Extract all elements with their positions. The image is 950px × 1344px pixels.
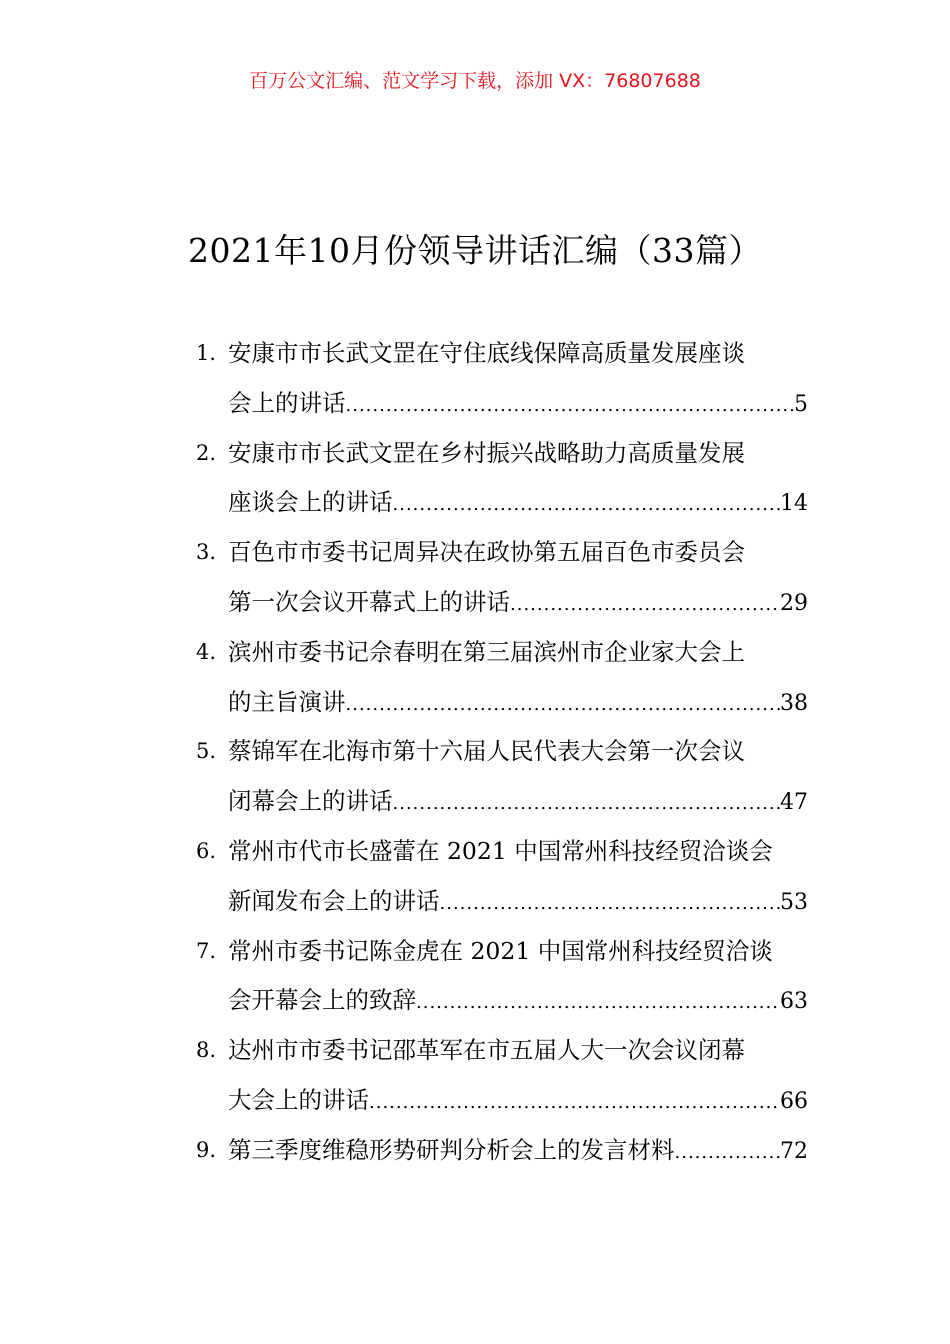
toc-title-line2: 闭幕会上的讲话 — [228, 787, 393, 816]
toc-title-line2: 的主旨演讲 — [228, 687, 346, 716]
toc-page-number: 29 — [780, 590, 808, 616]
toc-leader-dots — [416, 978, 780, 1025]
toc-number: 2. — [196, 440, 217, 465]
document-title: 2021年10月份领导讲话汇编（33篇） — [188, 231, 762, 270]
toc-number: 3. — [196, 540, 217, 565]
toc-item-8[interactable] — [190, 1025, 808, 1125]
toc-title-line1: 蔡锦军在北海市第十六届人民代表大会第一次会议 — [228, 737, 745, 766]
toc-title-line1: 常州市委书记陈金虎在 2021 中国常州科技经贸洽谈 — [228, 936, 773, 965]
toc-number: 9. — [196, 1137, 217, 1162]
toc-page-number: 38 — [780, 690, 808, 716]
toc-item-2[interactable] — [190, 428, 808, 528]
toc-title-line2: 第三季度维稳形势研判分析会上的发言材料 — [228, 1135, 675, 1164]
toc-item-9[interactable] — [190, 1125, 808, 1175]
toc-leader-dots — [393, 779, 781, 826]
toc-leader-dots — [346, 381, 795, 428]
toc-title-line1: 达州市市委书记邵革军在市五届人大一次会议闭幕 — [228, 1036, 745, 1065]
toc-page-number: 5 — [794, 391, 808, 417]
toc-item-6[interactable] — [190, 826, 808, 926]
toc-page-number: 66 — [780, 1088, 808, 1114]
toc-leader-dots — [346, 680, 781, 727]
toc-title-line2: 新闻发布会上的讲话 — [228, 886, 440, 915]
toc-title-line1: 百色市市委书记周异决在政协第五届百色市委员会 — [228, 538, 745, 567]
toc-item-5[interactable] — [190, 726, 808, 826]
toc-title-line2: 会上的讲话 — [228, 388, 346, 417]
toc-page-number: 72 — [780, 1138, 808, 1164]
toc-title-line1: 安康市市长武文罡在乡村振兴战略助力高质量发展 — [228, 438, 745, 467]
toc-number: 5. — [196, 739, 217, 764]
header-note: 百万公文汇编、范文学习下载，添加 VX：76807688 — [249, 70, 701, 92]
toc-title-line2: 大会上的讲话 — [228, 1085, 369, 1114]
toc-leader-dots — [369, 1078, 780, 1125]
toc-page-number: 63 — [780, 989, 808, 1015]
toc-page-number: 53 — [780, 889, 808, 915]
toc-number: 1. — [196, 341, 217, 365]
toc-title-line2: 座谈会上的讲话 — [228, 488, 393, 517]
toc-title-line2: 第一次会议开幕式上的讲话 — [228, 587, 510, 616]
toc-leader-dots — [440, 879, 781, 926]
toc-item-1[interactable] — [190, 328, 808, 428]
toc-leader-dots — [393, 480, 781, 527]
toc-number: 4. — [196, 639, 217, 664]
toc-page-number: 14 — [780, 491, 808, 517]
toc-title-line1: 安康市市长武文罡在守住底线保障高质量发展座谈 — [228, 339, 745, 367]
toc-number: 6. — [196, 838, 217, 863]
toc-number: 8. — [196, 1038, 217, 1063]
table-of-contents — [190, 328, 808, 1175]
toc-page-number: 47 — [780, 790, 808, 816]
toc-title-line1: 滨州市委书记佘春明在第三届滨州市企业家大会上 — [228, 637, 745, 666]
toc-title-line2: 会开幕会上的致辞 — [228, 986, 416, 1015]
toc-leader-dots — [510, 580, 780, 627]
toc-item-3[interactable] — [190, 527, 808, 627]
toc-leader-dots — [675, 1128, 781, 1175]
toc-title-line1: 常州市代市长盛蕾在 2021 中国常州科技经贸洽谈会 — [228, 836, 773, 865]
toc-item-4[interactable] — [190, 627, 808, 727]
toc-item-7[interactable] — [190, 926, 808, 1026]
toc-number: 7. — [196, 938, 217, 963]
